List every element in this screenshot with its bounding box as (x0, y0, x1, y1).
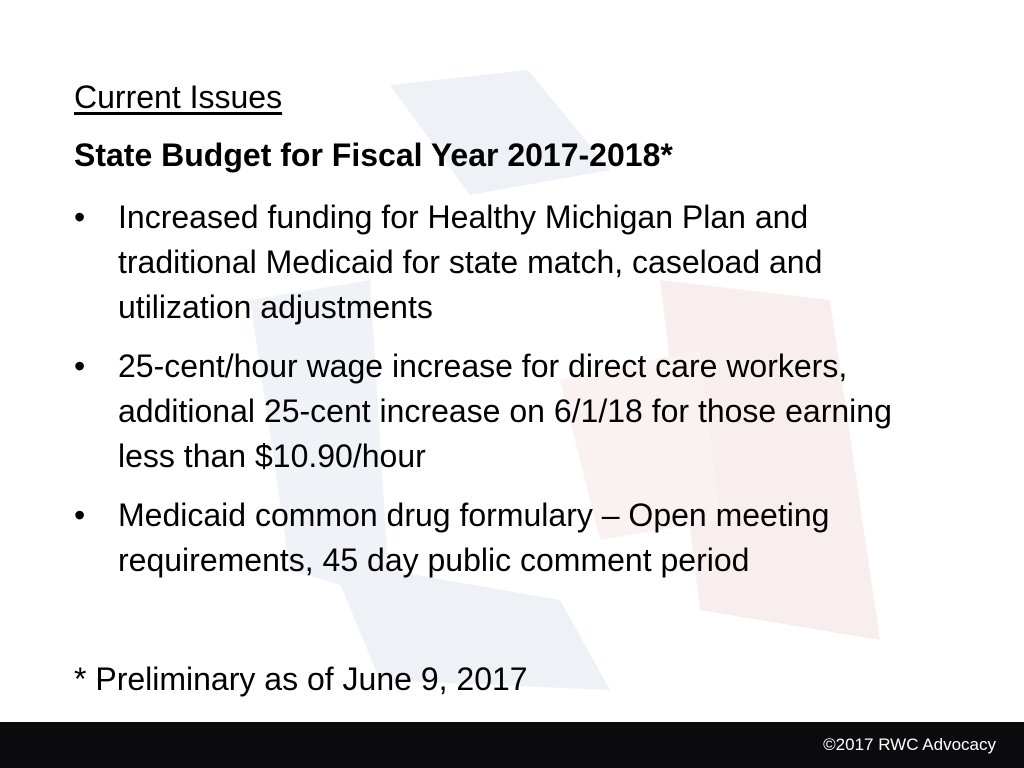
bullet-item (74, 344, 954, 479)
bullet-text: Medicaid common drug formulary – Open meeting requirements, 45 day public comment period (118, 497, 830, 578)
slide-title: State Budget for Fiscal Year 2017-2018* (74, 137, 673, 173)
copyright-text: ©2017 RWC Advocacy (823, 735, 996, 754)
bullet-icon: • (74, 497, 86, 533)
bullet-text: 25-cent/hour wage increase for direct care workers, additional 25-cent increase on 6/1/18 for those earning less than $10.90/hour (118, 348, 892, 474)
bullet-item (74, 493, 954, 583)
footnote: * Preliminary as of June 9, 2017 (74, 661, 528, 697)
bullet-text: Increased funding for Healthy Michigan Plan and traditional Medicaid for state match, caseload and utilization adjustments (118, 199, 823, 325)
footer-bar (0, 722, 1024, 768)
bullet-icon: • (74, 348, 86, 384)
section-label: Current Issues (74, 79, 283, 115)
bullet-icon: • (74, 199, 86, 235)
bullet-item (74, 195, 954, 330)
